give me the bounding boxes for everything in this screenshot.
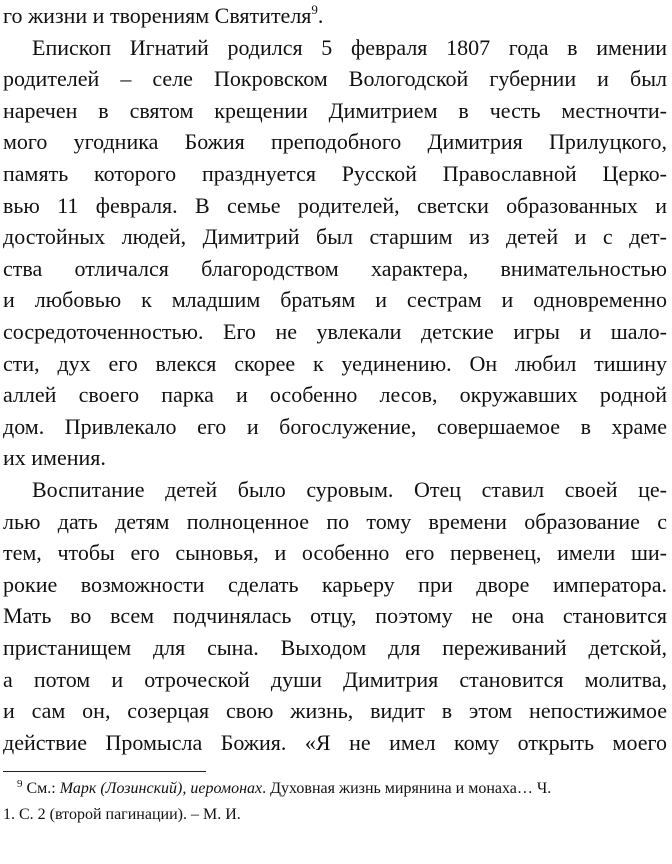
text-line: пристанищем для сына. Выходом для переживаний детской, — [3, 635, 667, 660]
footnote-ref: 9 — [311, 2, 318, 17]
text-line: действие Промысла Божия. «Я не имел кому открыть моего — [3, 729, 667, 755]
text-line: рокие возможности сделать карьеру при дворе императора. — [3, 571, 667, 597]
footnote-title: . Духовная жизнь мирянина и монаха… Ч. — [262, 780, 552, 797]
text-line: а потом и отроческой души Димитрия становится молитва, — [3, 666, 667, 692]
footnote-marker: 9 — [17, 778, 23, 790]
text-line: наречен в святом крещении Димитрием в честь местночти- — [3, 97, 667, 123]
text-line: сти, дух его влекся скорее к уединению. Он любил тишину — [3, 350, 667, 376]
text-line-content: го жизни и творениям Святителя — [3, 3, 312, 28]
text-line: Епископ Игнатий родился 5 февраля 1807 года в имении — [32, 34, 667, 60]
text-line: мого угодника Божия преподобного Димитрия Прилуцкого, — [3, 129, 667, 155]
text-line: ства отличался благородством характера, внимательностью — [3, 255, 667, 281]
text-line: родителей – селе Покровском Вологодской губернии и был — [3, 66, 667, 92]
footnote-line-1 — [3, 776, 667, 801]
text-line: аллей своего парка и особенно лесов, окружавших родной — [3, 382, 667, 408]
text-line: достойных людей, Димитрий был старшим из детей и с дет- — [3, 224, 667, 250]
text-line: тем, чтобы его сыновья, и особенно его первенец, имели ши- — [3, 540, 667, 566]
text-line: вью 11 февраля. В семье родителей, светски образованных и — [3, 192, 667, 218]
text-line: память которого празднуется Русской Православной Церко- — [3, 161, 667, 186]
text-line: и сам он, созерцая свою жизнь, видит в этом непостижимое — [3, 698, 667, 724]
text-line: Мать во всем подчинялась отцу, поэтому не она становится — [3, 603, 667, 629]
footnote-separator — [3, 771, 206, 772]
text-line: дом. Привлекало его и богослужение, совершаемое в храме — [3, 413, 667, 439]
text-line: и любовью к младшим братьям и сестрам и одновременно — [3, 287, 667, 313]
text-line: лью дать детям полноценное по тому времени образование с — [3, 508, 667, 534]
text-line: сосредоточенностью. Его не увлекали детские игры и шало- — [3, 319, 667, 344]
text-line-tail: . — [317, 3, 324, 28]
footnote-prefix: См.: — [22, 780, 60, 797]
text-line: их имения. — [3, 445, 106, 471]
text-line: Воспитание детей было суровым. Отец ставил своей це- — [32, 477, 667, 502]
text-line — [3, 0, 667, 32]
footnote-line-2: 1. С. 2 (второй пагинации). – М. И. — [3, 806, 241, 823]
footnote-author: Марк (Лозинский), иеромонах — [59, 780, 263, 797]
